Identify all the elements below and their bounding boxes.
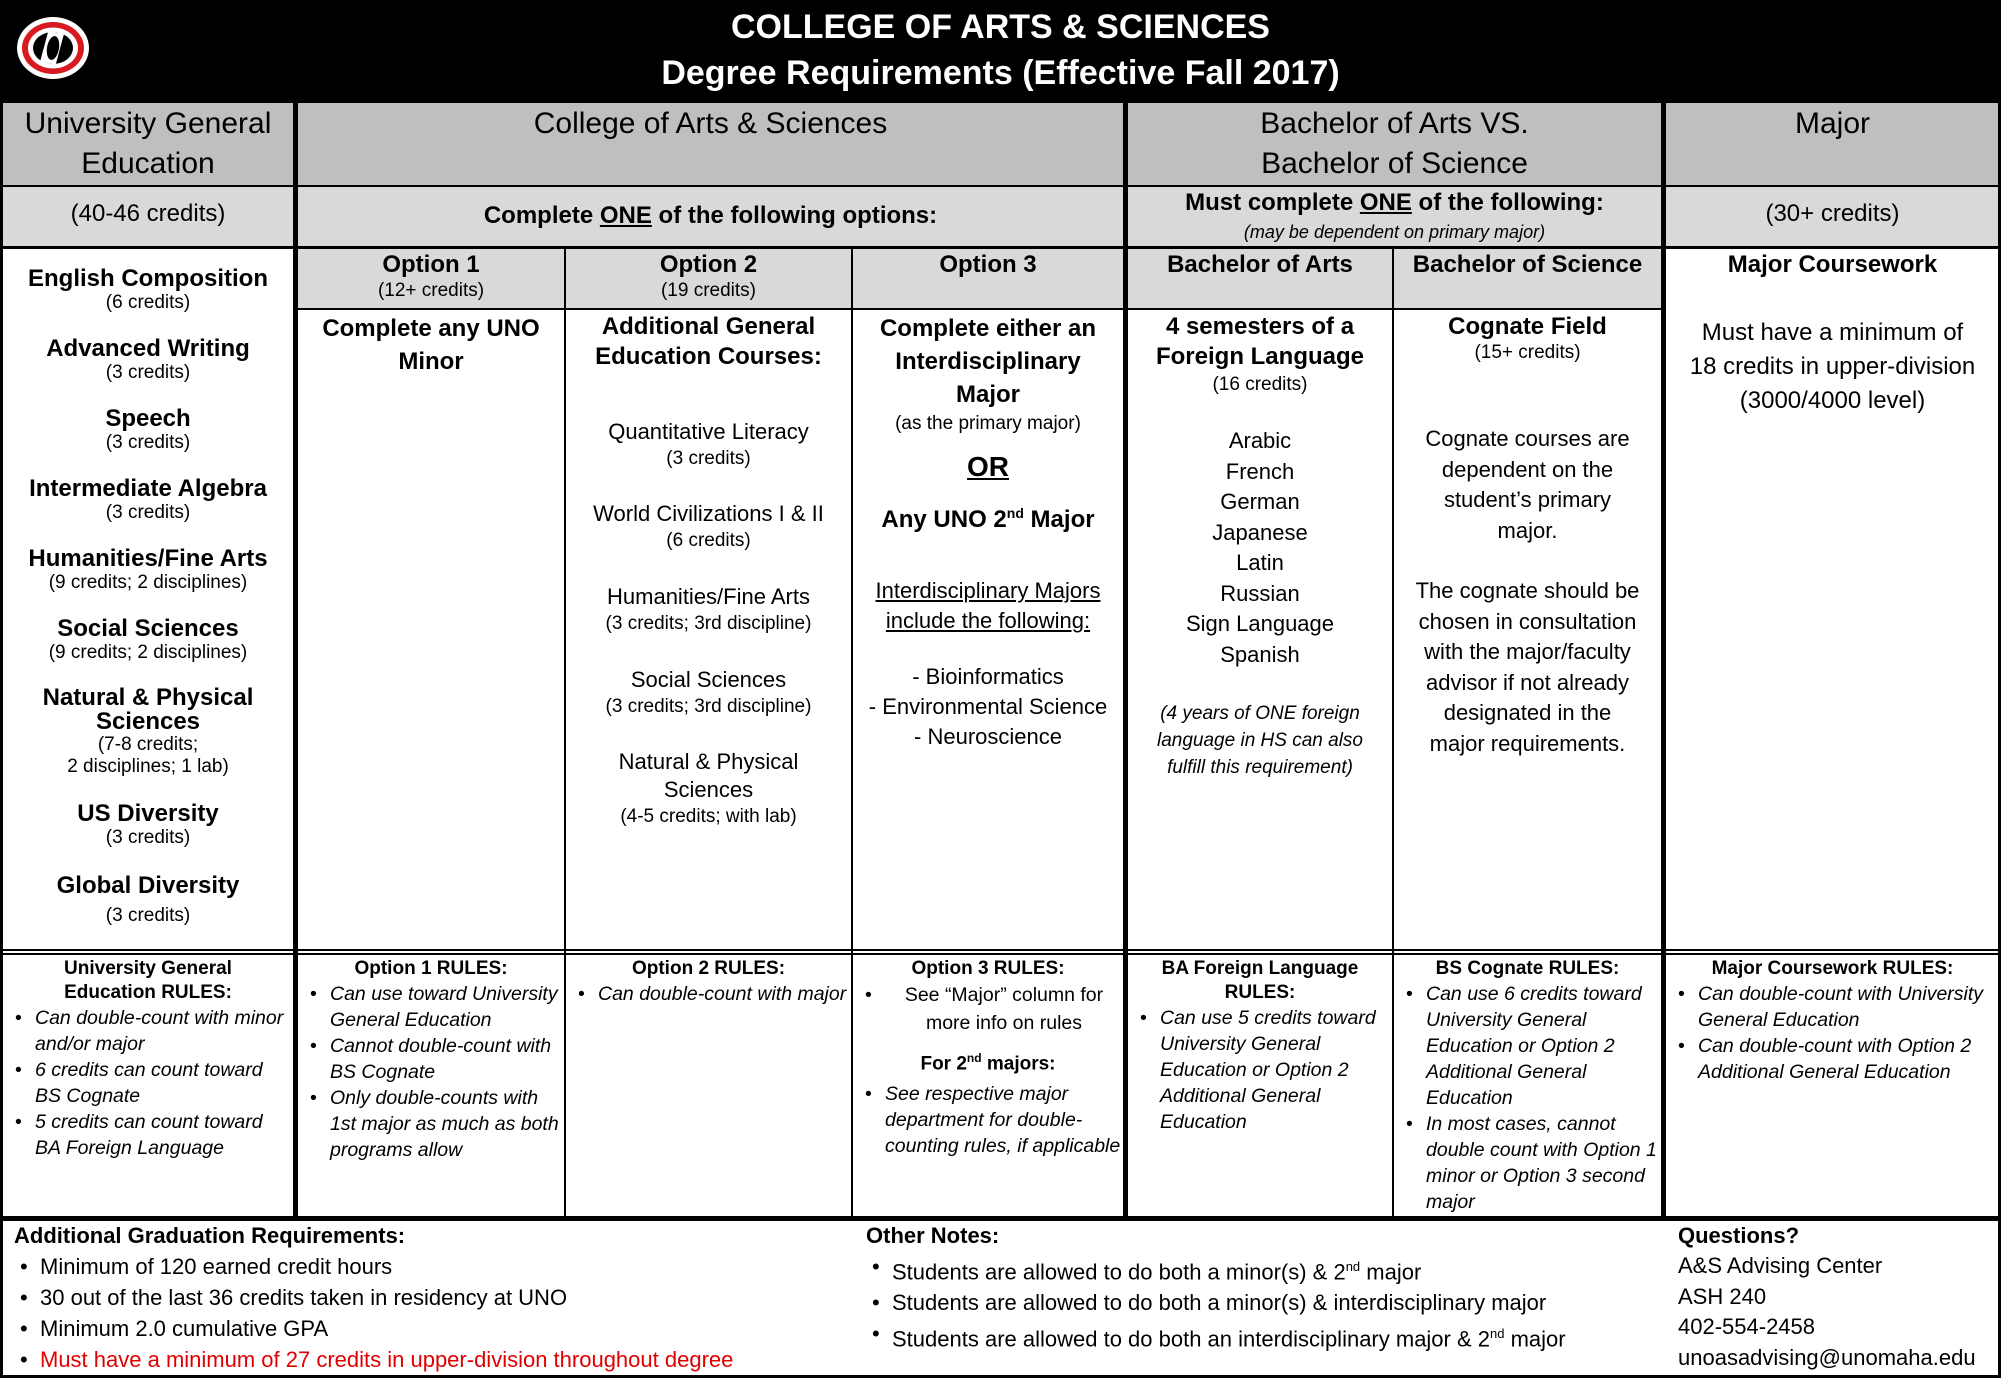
- college-title: College of Arts & Sciences: [533, 107, 888, 140]
- divider: [0, 953, 2001, 955]
- bs-para-1: Cognate courses are dependent on the student’s primary major.: [1425, 426, 1630, 543]
- major-title: Major: [1794, 107, 1870, 140]
- rule-item: • In most cases, cannot double count with Option 1 minor or Option 3 second major: [1394, 1111, 1661, 1215]
- title-line-2: Degree Requirements (Effective Fall 2017): [661, 54, 1340, 92]
- advising-email-link[interactable]: unoasadvising@unomaha.edu: [1678, 1344, 1976, 1370]
- option2-item: Quantitative Literacy (3 credits): [608, 419, 809, 469]
- ba-body: 4 semesters of a Foreign Language (16 credits) Arabic French German Japanese Latin Russian Sign Language Spanish (4 years of ONE foreign language in HS can also fulfill this requirement): [1128, 312, 1392, 781]
- gen-ed-course: Intermediate Algebra (3 credits): [29, 475, 267, 523]
- gen-ed-course: US Diversity (3 credits): [77, 800, 219, 848]
- or-label: OR: [967, 451, 1009, 482]
- ba-bs-instruction: Must complete ONE of the following:: [1185, 189, 1604, 216]
- rule-item: • Only double-counts with 1st major as much as both programs allow: [298, 1085, 564, 1163]
- rule-item: • Can use 5 credits toward University General Education or Option 2 Additional General Education: [1128, 1005, 1392, 1135]
- rule-item: • Can double-count with minor and/or major: [3, 1005, 293, 1057]
- divider: [293, 103, 298, 1216]
- gen-ed-course: English Composition (6 credits): [28, 265, 268, 313]
- option2-body: Additional General Education Courses: Quantitative Literacy (3 credits) World Civilizations I & II (6 credits) Humanities/Fine Arts (3 credits; 3rd discipline) Social Sciences (3 credits; 3rd discipline) Natural & Physical Sciences (4-5 credits; with lab): [566, 312, 851, 830]
- rule-item: • See respective major department for double-counting rules, if applicable: [853, 1081, 1123, 1159]
- divider: [0, 1216, 2001, 1221]
- option2-item: Natural & Physical Sciences (4-5 credits; with lab): [618, 749, 799, 827]
- rule-item: • Can use toward University General Education: [298, 981, 564, 1033]
- divider: [298, 308, 1123, 310]
- interdisciplinary-major: - Environmental Science: [868, 694, 1108, 719]
- second-major-rules-title: For 2nd majors:: [920, 1051, 1056, 1075]
- rule-item: • 5 credits can count toward BA Foreign Language: [3, 1109, 293, 1161]
- divider: [1128, 308, 1661, 310]
- divider: [1661, 103, 1666, 1216]
- divider: [1123, 103, 1128, 1216]
- option2-header: Option 2 (19 credits): [659, 251, 758, 301]
- grad-requirement: • 30 out of the last 36 credits taken in residency at UNO: [14, 1282, 854, 1313]
- option1-header: Option 1 (12+ credits): [377, 251, 485, 301]
- option2-item: Social Sciences (3 credits; 3rd discipline): [605, 667, 812, 717]
- note-item: • Students are allowed to do both an interdisciplinary major & 2nd major: [866, 1318, 1666, 1354]
- major-coursework-header: Major Coursework: [1727, 251, 1938, 278]
- rule-item: • Cannot double-count with BS Cognate: [298, 1033, 564, 1085]
- option1-body: Complete any UNO Minor: [322, 315, 540, 375]
- gen-ed-rules: University General Education RULES: • Can double-count with minor and/or major • 6 credits can count toward BS Cognate • 5 credits can count toward BA Foreign Language: [3, 957, 293, 1161]
- rule-item: • Can use 6 credits toward University General Education or Option 2 Additional General Education: [1394, 981, 1661, 1111]
- grad-requirement: • Minimum 2.0 cumulative GPA: [14, 1313, 854, 1344]
- ba-bs-title: Bachelor of Arts VS. Bachelor of Science: [1260, 107, 1529, 180]
- grad-requirements: Additional Graduation Requirements: • Minimum of 120 earned credit hours • 30 out of the last 36 credits taken in residency at UNO • Minimum 2.0 cumulative GPA • Must have a minimum of 27 credits in upper-division throughout degree: [14, 1221, 854, 1375]
- gen-ed-title: University General Education: [24, 107, 272, 180]
- second-major-label: Any UNO 2nd Major: [881, 505, 1095, 533]
- page-title: [0, 4, 2001, 96]
- divider: [1392, 249, 1394, 1216]
- rule-item: • Can double-count with University General Education: [1666, 981, 1999, 1033]
- major-body: Must have a minimum of 18 credits in upper-division (3000/4000 level): [1689, 319, 1976, 414]
- option2-item: Humanities/Fine Arts (3 credits; 3rd discipline): [605, 584, 812, 634]
- rule-item: • Can double-count with Option 2 Additional General Education: [1666, 1033, 1999, 1085]
- bs-rules: BS Cognate RULES: • Can use 6 credits toward University General Education or Option 2 Additional General Education • In most cases, cannot double count with Option 1 minor or Option 3 second major: [1394, 957, 1661, 1215]
- bs-body: Cognate Field (15+ credits) Cognate courses are dependent on the student’s primary major. The cognate should be chosen in consultation with the major/faculty advisor if not already designated in the major requirements.: [1394, 312, 1661, 759]
- other-notes: Other Notes: • Students are allowed to do both a minor(s) & 2nd major • Students are allowed to do both a minor(s) & interdisciplinary major • Students are allowed to do both an interdisciplinary major & 2nd major: [866, 1221, 1666, 1355]
- option2-item: World Civilizations I & II (6 credits): [593, 501, 824, 551]
- bs-header: Bachelor of Science: [1412, 251, 1643, 278]
- rule-item: • 6 credits can count toward BS Cognate: [3, 1057, 293, 1109]
- gen-ed-course: Natural & Physical Sciences (7-8 credits; 2 disciplines; 1 lab): [42, 684, 254, 777]
- table-frame: [0, 103, 2001, 1378]
- gen-ed-course: Social Sciences (9 credits; 2 disciplines): [48, 615, 248, 663]
- divider: [0, 185, 2001, 187]
- option3-body: Complete either an Interdisciplinary Major (as the primary major) OR Any UNO 2nd Major Interdisciplinary Majors include the following: - Bioinformatics - Environmental Science - Neuroscience: [853, 312, 1123, 752]
- divider: [851, 249, 853, 1216]
- divider: [0, 949, 2001, 951]
- note-item: • Students are allowed to do both a minor(s) & 2nd major: [866, 1251, 1666, 1287]
- language-list: Arabic French German Japanese Latin Russian Sign Language Spanish: [1185, 428, 1335, 667]
- gen-ed-course: Speech (3 credits): [105, 405, 191, 453]
- interdisciplinary-major: - Neuroscience: [914, 724, 1062, 749]
- divider: [0, 246, 2001, 249]
- rule-item: • Can double-count with major: [566, 981, 851, 1007]
- college-instruction: Complete ONE of the following options:: [483, 202, 938, 229]
- ba-header: Bachelor of Arts: [1167, 251, 1353, 278]
- gen-ed-credits: (40-46 credits): [70, 200, 226, 227]
- divider: [564, 249, 566, 1216]
- gen-ed-course: Humanities/Fine Arts (9 credits; 2 disciplines): [28, 545, 268, 593]
- ba-hs-note: (4 years of ONE foreign language in HS can also fulfill this requirement): [1157, 703, 1363, 778]
- interdisciplinary-major: - Bioinformatics: [912, 664, 1064, 689]
- option1-rules: Option 1 RULES: • Can use toward University General Education • Cannot double-count with BS Cognate • Only double-counts with 1st major as much as both programs allow: [298, 957, 564, 1163]
- note-item: • Students are allowed to do both a minor(s) & interdisciplinary major: [866, 1287, 1666, 1318]
- grad-requirement: • Minimum of 120 earned credit hours: [14, 1251, 854, 1282]
- option2-rules: Option 2 RULES: • Can double-count with major: [566, 957, 851, 1007]
- title-line-1: COLLEGE OF ARTS & SCIENCES: [730, 8, 1270, 46]
- gen-ed-course: Global Diversity (3 credits): [56, 872, 240, 926]
- questions-contact: Questions? A&S Advising Center ASH 240 402-554-2458 unoasadvising@unomaha.edu: [1678, 1221, 1998, 1373]
- option3-header: Option 3: [939, 251, 1037, 278]
- major-rules: Major Coursework RULES: • Can double-count with University General Education • Can double-count with Option 2 Additional General Education: [1666, 957, 1999, 1085]
- ba-rules: BA Foreign Language RULES: • Can use 5 credits toward University General Education or Option 2 Additional General Education: [1128, 957, 1392, 1135]
- rule-item: • See “Major” column for more info on rules: [853, 981, 1123, 1037]
- gen-ed-course: Advanced Writing (3 credits): [46, 335, 250, 383]
- ba-bs-subnote: (may be dependent on primary major): [1243, 222, 1546, 242]
- bs-para-2: The cognate should be chosen in consultation with the major/faculty advisor if not already designated in the major requirements.: [1415, 578, 1640, 756]
- grad-requirement-highlight: • Must have a minimum of 27 credits in upper-division throughout degree: [14, 1344, 854, 1375]
- option3-rules: Option 3 RULES: • See “Major” column for more info on rules For 2nd majors: • See respective major department for double-counting rules, if applicable: [853, 957, 1123, 1159]
- major-credits: (30+ credits): [1765, 200, 1900, 227]
